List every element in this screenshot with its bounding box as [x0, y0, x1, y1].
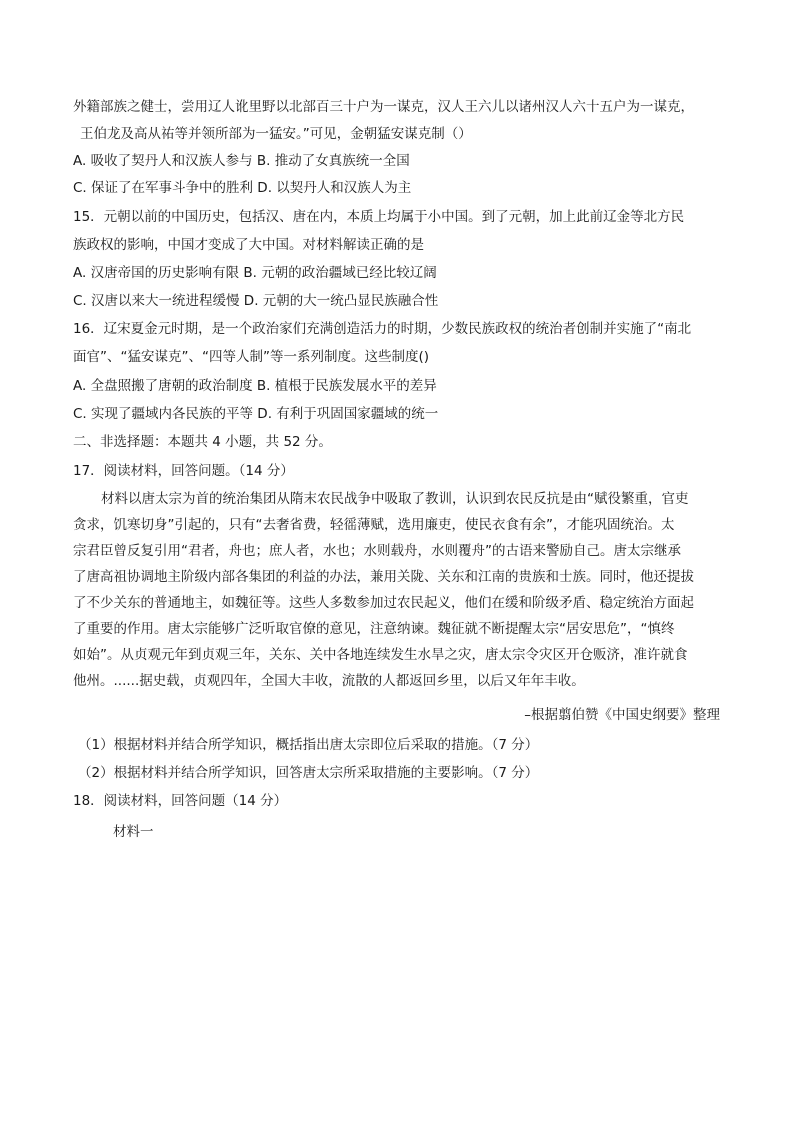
- q18-material-label: 材料一: [113, 824, 154, 840]
- q14-stem-line-2: 王伯龙及高从祐等并领所部为一猛安。”可见，金朝猛安谋克制（）: [80, 126, 472, 142]
- section-2-heading: 二、非选择题：本题共 4 小题，共 52 分。: [73, 434, 332, 450]
- q15-stem-line-2: 族政权的影响，中国才变成了大中国。对材料解读正确的是: [73, 237, 424, 253]
- q18-title: 18．阅读材料，回答问题（14 分）: [73, 793, 288, 809]
- q17-material-line-1: 材料以唐太宗为首的统治集团从隋末农民战争中吸取了教训，认识到农民反抗是由“赋役繁重，官吏: [101, 491, 689, 507]
- q16-stem-line-2: 面官”、“猛安谋克”、“四等人制”等一系列制度。这些制度(): [73, 349, 430, 365]
- q17-sub-question-2: （2）根据材料并结合所学知识，回答唐太宗所采取措施的主要影响。（7 分）: [78, 765, 539, 781]
- q15-options-cd: C. 汉唐以来大一统进程缓慢 D. 元朝的大一统凸显民族融合性: [73, 293, 439, 309]
- q17-title: 17．阅读材料，回答问题。（14 分）: [73, 463, 294, 479]
- q17-material-line-4: 了唐高祖协调地主阶级内部各集团的利益的办法，兼用关陇、关东和江南的贵族和士族。同时，他还提拔: [73, 569, 694, 585]
- q15-stem-line-1: 15．元朝以前的中国历史，包括汉、唐在内，本质上均属于小中国。到了元朝，加上此前辽金等北方民: [73, 209, 685, 225]
- q14-options-cd: C. 保证了在军事斗争中的胜利 D. 以契丹人和汉族人为主: [73, 180, 412, 196]
- q17-material-source: –根据翦伯赞《中国史纲要》整理: [524, 707, 720, 723]
- q16-stem-line-1: 16．辽宋夏金元时期，是一个政治家们充满创造活力的时期，少数民族政权的统治者创制并实施了“南北: [73, 321, 692, 337]
- q17-material-line-6: 了重要的作用。唐太宗能够广泛听取官僚的意见，注意纳谏。魏征就不断提醒太宗“居安思危”，“慎终: [73, 621, 675, 637]
- q17-material-line-7: 如始”。从贞观元年到贞观三年，关东、关中各地连续发生水旱之灾，唐太宗令灾区开仓贩济，准许就食: [73, 647, 688, 663]
- q17-sub-question-1: （1）根据材料并结合所学知识，概括指出唐太宗即位后采取的措施。（7 分）: [78, 737, 539, 753]
- q14-options-ab: A. 吸收了契丹人和汉族人参与 B. 推动了女真族统一全国: [73, 153, 410, 169]
- q17-material-line-3: 宗君臣曾反复引用“君者，舟也；庶人者，水也；水则载舟，水则覆舟”的古语来警励自己。唐太宗继承: [73, 543, 681, 559]
- q15-options-ab: A. 汉唐帝国的历史影响有限 B. 元朝的政治疆域已经比较辽阔: [73, 265, 437, 281]
- q17-material-line-8: 他州。......据史载，贞观四年，全国大丰收，流散的人都返回乡里，以后又年年丰收。: [73, 673, 585, 689]
- q16-options-ab: A. 全盘照搬了唐朝的政治制度 B. 植根于民族发展水平的差异: [73, 378, 437, 394]
- q17-material-line-2: 贪求，饥寒切身”引起的，只有“去奢省费，轻徭薄赋，选用廉吏，使民衣食有余”，才能巩固统治。太: [73, 517, 675, 533]
- q17-material-line-5: 了不少关东的普通地主，如魏征等。这些人多数参加过农民起义，他们在缓和阶级矛盾、稳定统治方面起: [73, 595, 694, 611]
- q16-options-cd: C. 实现了疆域内各民族的平等 D. 有利于巩固国家疆域的统一: [73, 406, 439, 422]
- q14-stem-line-1: 外籍部族之健士，尝用辽人讹里野以北部百三十户为一谋克，汉人王六儿以诸州汉人六十五户为一谋克，: [73, 99, 694, 115]
